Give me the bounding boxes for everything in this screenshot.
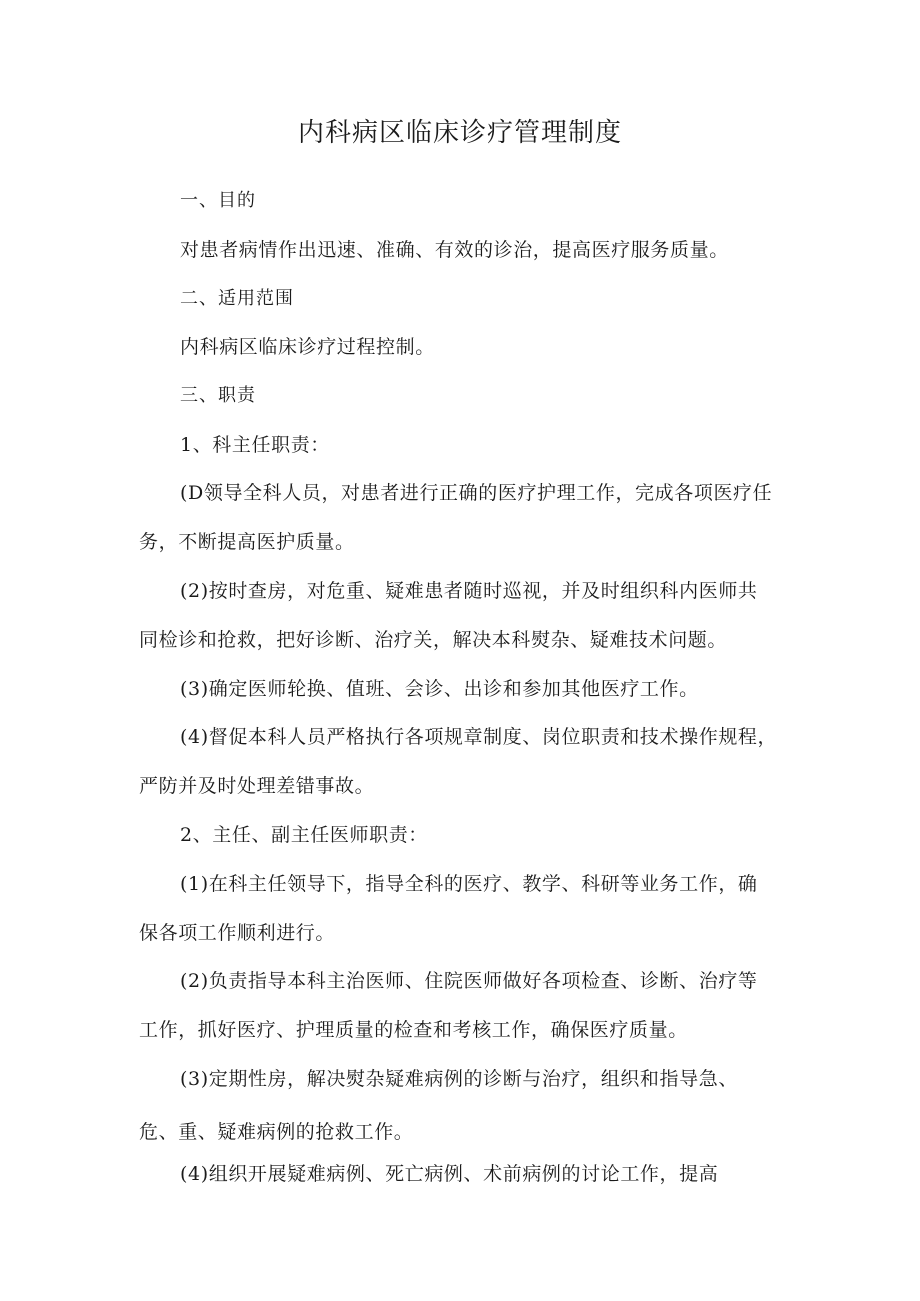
- director-item-4-line-1: (4)督促本科人员严格执行各项规章制度、岗位职责和技术操作规程，: [180, 726, 778, 748]
- chief-item-1-line-1: (1)在科主任领导下，指导全科的医疗、教学、科研等业务工作，确: [180, 873, 758, 895]
- chief-item-4-line-1: (4)组织开展疑难病例、死亡病例、术前病例的讨论工作，提高: [180, 1163, 719, 1185]
- director-item-3: (3)确定医师轮换、值班、会诊、出诊和参加其他医疗工作。: [180, 678, 699, 700]
- document-title: 内科病区临床诊疗管理制度: [297, 118, 622, 148]
- director-item-1-line-2: 务，不断提高医护质量。: [139, 531, 355, 553]
- section-heading-purpose: 一、目的: [180, 190, 256, 211]
- paragraph-scope: 内科病区临床诊疗过程控制。: [180, 336, 435, 358]
- section-heading-scope: 二、适用范围: [180, 288, 294, 309]
- section-heading-duties: 三、职责: [180, 385, 256, 406]
- director-item-2-line-2: 同检诊和抢救，把好诊断、治疗关，解决本科熨杂、疑难技术问题。: [139, 629, 728, 651]
- subheading-chief-physician-duties: 2、主任、副主任医师职责：: [180, 824, 428, 846]
- chief-item-3-line-2: 危、重、疑难病例的抢救工作。: [139, 1121, 414, 1143]
- subheading-director-duties: 1、科主任职责：: [180, 434, 330, 456]
- chief-item-3-line-1: (3)定期性房，解决熨杂疑难病例的诊断与治疗，组织和指导急、: [180, 1068, 738, 1090]
- chief-item-2-line-1: (2)负责指导本科主治医师、住院医师做好各项检查、诊断、治疗等: [180, 970, 758, 992]
- chief-item-1-line-2: 保各项工作顺利进行。: [139, 922, 336, 944]
- paragraph-purpose: 对患者病情作出迅速、准确、有效的诊治，提高医疗服务质量。: [180, 239, 729, 261]
- chief-item-2-line-2: 工作，抓好医疗、护理质量的检查和考核工作，确保医疗质量。: [139, 1019, 688, 1041]
- director-item-4-line-2: 严防并及时处理差错事故。: [139, 775, 375, 797]
- director-item-1-line-1: (D领导全科人员，对患者进行正确的医疗护理工作，完成各项医疗任: [180, 482, 773, 504]
- director-item-2-line-1: (2)按时查房，对危重、疑难患者随时巡视，并及时组织科内医师共: [180, 580, 758, 602]
